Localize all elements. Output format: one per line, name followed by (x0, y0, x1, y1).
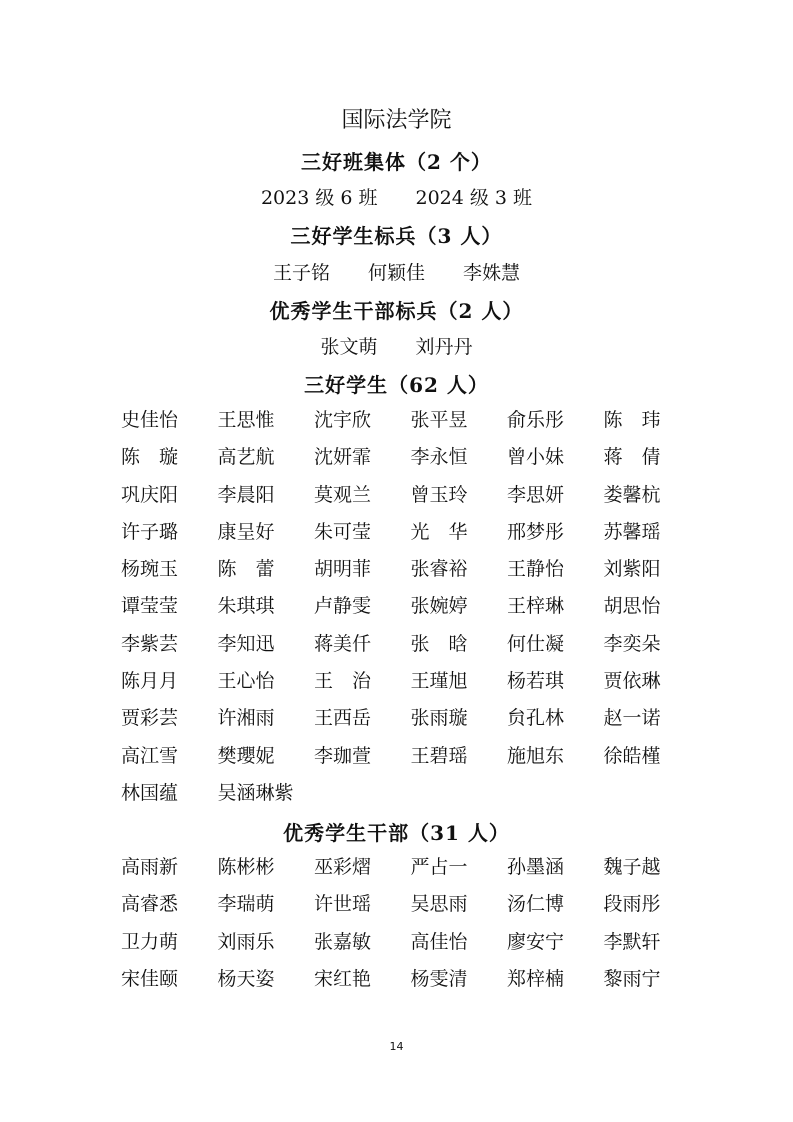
student-name: 贾彩芸 (121, 707, 179, 730)
student-name: 何仕凝 (507, 632, 565, 655)
student-name: 贾依琳 (603, 670, 661, 693)
student-name: 苏馨瑶 (603, 520, 661, 543)
student-name: 吴涵琳紫 (217, 781, 294, 804)
student-name: 沈妍霏 (314, 446, 372, 469)
student-name: 宋佳颐 (121, 967, 179, 990)
student-name: 段雨彤 (603, 893, 661, 916)
student-name: 王梓琳 (507, 595, 565, 618)
student-name: 张嘉敏 (314, 930, 372, 953)
name-row (121, 480, 700, 517)
student-name: 陈 蕾 (217, 558, 275, 581)
student-name: 王心怡 (217, 670, 275, 693)
name-row (121, 442, 700, 479)
student-name: 施旭东 (507, 744, 565, 767)
name-row (121, 703, 700, 740)
student-name: 李紫芸 (121, 632, 179, 655)
good-students-heading: 三好学生（62 人） (304, 373, 489, 397)
name-row (121, 405, 700, 442)
model-student-name: 王子铭 (272, 262, 330, 284)
name-row (121, 629, 700, 666)
class-collective-item: 2024 级 3 班 (415, 187, 533, 209)
student-name: 卫力萌 (121, 930, 179, 953)
college-title: 国际法学院 (341, 108, 452, 133)
student-name: 李知迅 (217, 632, 275, 655)
student-name: 黎雨宁 (603, 967, 661, 990)
student-name: 许湘雨 (217, 707, 275, 730)
student-name: 杨若琪 (507, 670, 565, 693)
student-name: 李默轩 (603, 930, 661, 953)
good-students-grid (121, 405, 700, 815)
student-name: 杨琬玉 (121, 558, 179, 581)
student-name: 蒋 倩 (603, 446, 661, 469)
good-cadres-heading: 优秀学生干部（31 人） (283, 821, 510, 845)
student-name: 莫观兰 (314, 483, 372, 506)
student-name: 宋红艳 (314, 967, 372, 990)
student-name: 吴思雨 (410, 893, 468, 916)
student-name: 严占一 (410, 856, 468, 878)
student-name: 樊瓔妮 (217, 744, 275, 767)
student-name: 朱琪琪 (217, 595, 275, 618)
student-name: 李晨阳 (217, 483, 275, 506)
student-name: 陈 璇 (121, 446, 179, 469)
name-row (121, 517, 700, 554)
student-name: 沈宇欣 (314, 409, 372, 431)
student-name: 娄馨杭 (603, 483, 661, 506)
student-name: 徐皓槿 (603, 744, 661, 767)
student-name: 蒋美仟 (314, 632, 372, 655)
student-name: 康呈好 (217, 520, 275, 543)
student-name: 高雨新 (121, 856, 179, 878)
page-number: 14 (389, 1040, 404, 1053)
student-name: 郑梓楠 (507, 967, 565, 990)
class-collective-heading: 三好班集体（2 个） (301, 150, 492, 174)
student-name: 李永恒 (410, 446, 468, 469)
student-name: 刘紫阳 (603, 558, 661, 581)
student-name: 曾小妹 (507, 446, 565, 469)
student-name: 陈月月 (121, 670, 179, 693)
student-name: 王思惟 (217, 409, 275, 431)
student-name: 高江雪 (121, 744, 179, 767)
student-name: 巫彩熠 (314, 856, 372, 878)
student-name: 孙墨涵 (507, 856, 565, 878)
student-name: 朱可莹 (314, 520, 372, 543)
student-name: 邢梦彤 (507, 520, 565, 543)
student-name: 刘雨乐 (217, 930, 275, 953)
name-row (121, 889, 700, 926)
student-name: 王碧瑶 (410, 744, 468, 767)
student-name: 魏子越 (603, 856, 661, 878)
student-name: 卢静雯 (314, 595, 372, 618)
name-row (121, 554, 700, 591)
student-name: 陈 玮 (603, 409, 661, 431)
model-students-list (0, 258, 793, 285)
model-cadre-name: 刘丹丹 (415, 336, 473, 358)
student-name: 贠孔林 (507, 707, 565, 730)
name-row (121, 852, 700, 889)
student-name: 李瑞萌 (217, 893, 275, 916)
name-row (121, 964, 700, 1001)
student-name: 张雨璇 (410, 707, 468, 730)
name-row (121, 591, 700, 628)
student-name: 高艺航 (217, 446, 275, 469)
student-name: 许世瑶 (314, 893, 372, 916)
student-name: 谭莹莹 (121, 595, 179, 618)
name-row (121, 741, 700, 778)
student-name: 汤仁博 (507, 893, 565, 916)
model-cadres-list (0, 332, 793, 359)
student-name: 张婉婷 (410, 595, 468, 618)
name-row (121, 927, 700, 964)
student-name: 杨天姿 (217, 967, 275, 990)
student-name: 王 治 (314, 670, 372, 693)
student-name: 高睿悉 (121, 893, 179, 916)
student-name: 许子璐 (121, 520, 179, 543)
student-name: 高佳怡 (410, 930, 468, 953)
student-name: 王西岳 (314, 707, 372, 730)
student-name: 曾玉玲 (410, 483, 468, 506)
student-name: 王静怡 (507, 558, 565, 581)
student-name: 李奕朵 (603, 632, 661, 655)
student-name: 李珈萱 (314, 744, 372, 767)
good-cadres-grid (121, 852, 700, 1001)
student-name: 胡思怡 (603, 595, 661, 618)
class-collective-list (0, 183, 793, 210)
student-name: 张平昱 (410, 409, 468, 431)
student-name: 张睿裕 (410, 558, 468, 581)
model-student-name: 李姝慧 (463, 262, 521, 284)
model-student-name: 何颖佳 (367, 262, 425, 284)
name-row (121, 778, 700, 815)
student-name: 陈彬彬 (217, 856, 275, 878)
student-name: 王瑾旭 (410, 670, 468, 693)
student-name: 胡明菲 (314, 558, 372, 581)
model-cadre-name: 张文萌 (320, 336, 378, 358)
student-name: 史佳怡 (121, 409, 179, 431)
student-name: 李思妍 (507, 483, 565, 506)
student-name: 林国蕴 (121, 781, 179, 804)
model-cadres-heading: 优秀学生干部标兵（2 人） (269, 299, 524, 323)
student-name: 张 晗 (410, 632, 468, 655)
student-name: 杨雯清 (410, 967, 468, 990)
student-name: 巩庆阳 (121, 483, 179, 506)
class-collective-item: 2023 级 6 班 (260, 187, 378, 209)
model-students-heading: 三好学生标兵（3 人） (290, 224, 503, 248)
name-row (121, 666, 700, 703)
student-name: 赵一诺 (603, 707, 661, 730)
student-name: 光 华 (410, 520, 468, 543)
student-name: 廖安宁 (507, 930, 565, 953)
student-name: 俞乐彤 (507, 409, 565, 431)
